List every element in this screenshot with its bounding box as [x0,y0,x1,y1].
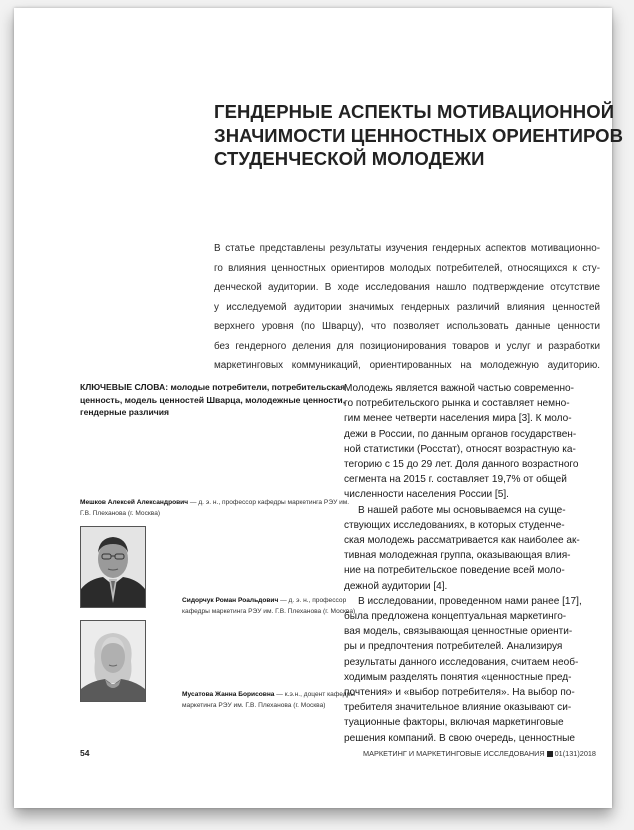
article-abstract [214,239,600,376]
body-line: тивная молодежная группа, оказывающая влия- [344,550,571,562]
body-line: гим менее четверти населения мира [3]. К моло- [344,413,572,425]
body-line: В исследовании, проведенном нами ранее [17], [358,595,582,607]
author-affiliation: маркетинга РЭУ им. Г.В. Плеханова (г. Москва) [182,701,326,709]
square-separator-icon [547,751,553,757]
body-line: В нашей работе мы основываемся на суще- [358,504,566,516]
article-body [344,381,600,746]
author-line [80,498,349,509]
body-line: Молодежь является важной частью современно- [344,383,575,394]
body-line: ходимым разделять понятия «ценностные пред- [344,671,572,683]
body-line: почтения» и «выбор потребителя». На выбор по- [344,687,575,699]
abstract-line: без гендерного деления для позиционирования товаров и услуг и разработки [214,340,600,352]
body-line: дежной аудитории [4]. [344,580,448,592]
author-info-musatova [182,690,355,711]
author-name: Мусатова Жанна Борисовна [182,691,275,698]
body-line: вая модель, связывающая ценностные ориенти- [344,626,573,638]
journal-page [14,8,624,808]
author-info-sidorchuk [182,596,355,617]
body-line: го потребительского рынка и составляет немно- [344,398,570,410]
abstract-line: го влияния ценностных ориентиров молодых потребителей, относящихся к сту- [214,262,600,274]
body-line: численности населения России [5]. [344,489,509,501]
page-number: 54 [80,748,90,758]
body-line: ры и предпочтения потребителей. Анализируя [344,641,563,653]
body-line: решения компаний. В свою очередь, ценностные [344,732,576,744]
journal-footer [363,749,596,758]
abstract-line: В статье представлены результаты изучения гендерных аспектов мотивационно- [214,243,600,254]
keywords-block [80,381,346,419]
author-info-meshkov [80,498,349,519]
article-title [214,100,624,171]
author-affiliation: кафедры маркетинга РЭУ им. Г.В. Плеханова (г. Москва) [182,607,356,615]
author-credentials: — д. э. н., профессор [278,597,347,604]
title-line: СТУДЕНЧЕСКОЙ МОЛОДЕЖИ [214,148,485,169]
keywords-line: гендерные различия [80,407,170,417]
portrait-male-icon [81,527,145,607]
author-line [182,596,355,607]
body-line: тегорию с 15 до 29 лет. Доля данного возрастного [344,459,579,471]
body-line: сегмента на 2015 г. составляет 19,7% от общей [344,474,567,486]
title-line: ГЕНДЕРНЫЕ АСПЕКТЫ МОТИВАЦИОННОЙ [214,101,615,122]
body-line: ская молодежь рассматривается как наиболее ак- [344,535,580,547]
author-photo-sidorchuk [80,526,146,608]
author-name: Мешков Алексей Александрович [80,499,189,506]
title-line: ЗНАЧИМОСТИ ЦЕННОСТНЫХ ОРИЕНТИРОВ [214,124,624,146]
author-credentials: — д. э. н., профессор кафедры маркетинга РЭУ им. [188,499,350,506]
author-affiliation: Г.В. Плеханова (г. Москва) [80,509,161,517]
abstract-line: у исследуемой аудитории значимых гендерных различий влияния ценностей [214,301,600,313]
body-line: ной статистики (Росстат), относят возрастную ка- [344,443,576,455]
body-line: туационные факторы, включая маркетинговые [344,717,564,729]
body-line: дежи в России, по данным органов государствен- [344,428,577,440]
author-name: Сидорчук Роман Роальдович [182,597,279,604]
abstract-line: денческой аудитории. В ходе исследования нашло подтверждение отсутствие [214,282,600,293]
abstract-line: маркетинговых коммуникаций, ориентированных на молодежную аудиторию. [214,360,600,371]
journal-name: МАРКЕТИНГ И МАРКЕТИНГОВЫЕ ИССЛЕДОВАНИЯ [363,749,545,758]
portrait-female-icon [81,621,145,701]
body-line: ствующих исследованиях, в которых студенче- [344,519,565,531]
body-line: требителя значительное влияние оказывают си- [344,702,572,714]
author-credentials: — к.э.н., доцент кафедры [274,691,356,698]
body-line: ние на потребительское поведение всей моло- [344,565,565,577]
author-photo-musatova [80,620,146,702]
author-line [182,690,355,701]
abstract-line: верхнего уровня (по Шварцу), что позволяет использовать данные ценности [214,321,600,332]
keywords-line: КЛЮЧЕВЫЕ СЛОВА: молодые потребители, потребительская [80,382,346,392]
body-line: результаты данного исследования, считаем необ- [344,656,579,668]
keywords-line: ценность, модель ценностей Шварца, молодежные ценности, [80,394,346,405]
journal-issue: 01(131)2018 [554,749,596,758]
body-line: была предложена концептуальная маркетинго- [344,611,567,623]
